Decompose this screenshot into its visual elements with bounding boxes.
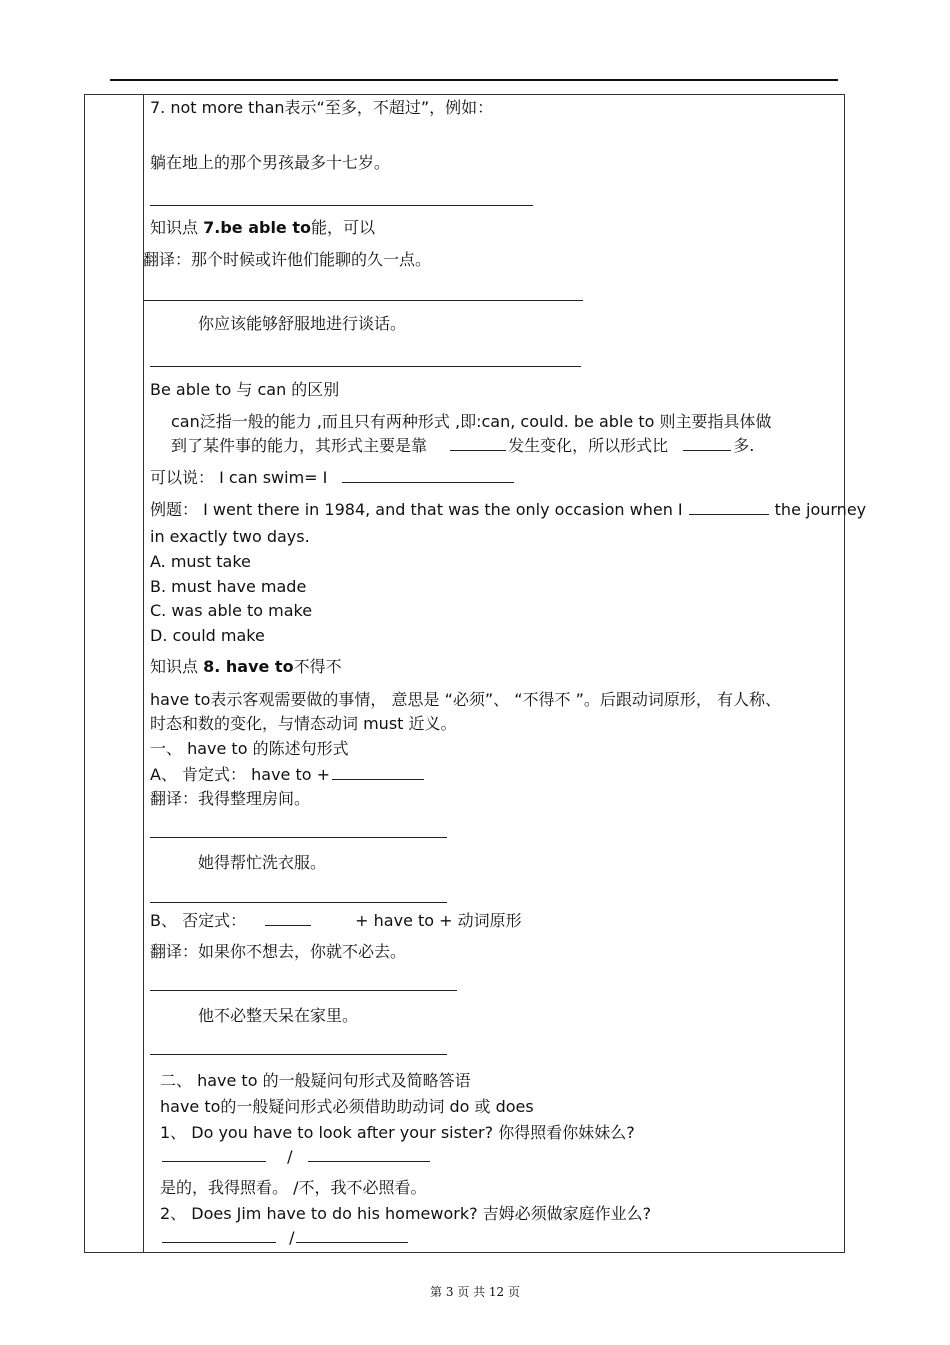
sec1-b [150,911,522,931]
fill-blank[interactable] [689,500,769,515]
answer-line [150,1054,447,1055]
fill-blank[interactable] [162,1147,266,1162]
diff-line2c: 多. [733,436,755,455]
item7-title: 7. not more than表示“至多，不超过”，例如： [150,98,494,117]
fill-blank[interactable] [308,1147,430,1162]
answer-line [150,837,447,838]
sec1-b-label: B、 否定式： [150,911,247,930]
answer-line [150,902,447,903]
answer-line [150,205,533,206]
fill-blank[interactable] [342,468,514,483]
sec2-line: have to的一般疑问形式必须借助助动词 do 或 does [160,1097,534,1116]
slash: / [287,1147,293,1166]
answer-line [150,366,581,367]
sec1-b-rest: + have to + 动词原形 [355,911,522,930]
kp7-heading [150,218,375,238]
diff-line2 [171,436,754,456]
q1-answer: 是的，我得照看。 /不，我不必照看。 [160,1178,427,1197]
diff-line2b: 发生变化，所以形式比 [508,436,669,455]
header-rule [110,79,838,81]
page-footer: 第 3 页 共 12 页 [430,1285,520,1299]
fill-blank[interactable] [265,911,311,926]
option-b: B. must have made [150,577,307,596]
kp8-line1: have to表示客观需要做的事情， 意思是 “必须”、 “不得不 ”。后跟动词原形， 有人称、 [150,690,781,709]
diff-line1: can泛指一般的能力 ,而且只有两种形式 ,即:can, could. be able to 则主要指具体做 [171,412,772,431]
sec1-b-translate: 翻译：如果你不想去，你就不必去。 [150,942,407,961]
answer-line [150,990,457,991]
item7-example: 躺在地上的那个男孩最多十七岁。 [150,153,391,172]
example-b: the journey [774,500,867,519]
answer-line [143,300,583,301]
kp8-line2: 时态和数的变化，与情态动词 must 近义。 [150,714,457,733]
kp8-heading [150,657,342,677]
kp8-title: 8. have to [203,657,294,676]
sec1-a [150,765,426,785]
kp8-prefix: 知识点 [150,657,199,676]
example-question [150,500,866,520]
can-say-text: 可以说： I can swim= I [150,468,328,487]
kp8-meaning: 不得不 [293,657,342,676]
slash: / [289,1228,295,1247]
diff-line2a: 到了某件事的能力，其形式主要是靠 [171,436,428,455]
option-d: D. could make [150,626,265,645]
option-a: A. must take [150,552,251,571]
fill-blank[interactable] [332,765,424,780]
sec1-a-sentence2: 她得帮忙洗衣服。 [198,853,327,872]
fill-blank[interactable] [450,436,506,451]
question-2: 2、 Does Jim have to do his homework? 吉姆必须做家庭作业么? [160,1204,652,1223]
sec1-b-sentence2: 他不必整天呆在家里。 [198,1006,359,1025]
q1-answer-blanks [160,1147,432,1167]
question-1: 1、 Do you have to look after your sister? 你得照看你妹妹么? [160,1123,635,1142]
can-say [150,468,516,488]
sec1-a-translate: 翻译：我得整理房间。 [150,789,311,808]
sec2-title: 二、 have to 的一般疑问句形式及简略答语 [160,1071,471,1090]
q2-answer-blanks [160,1228,410,1248]
fill-blank[interactable] [296,1228,408,1243]
kp7-translate: 翻译：那个时候或许他们能聊的久一点。 [143,250,432,269]
fill-blank[interactable] [683,436,731,451]
kp7-sentence2: 你应该能够舒服地进行谈话。 [198,314,407,333]
sec1-a-text: A、 肯定式： have to + [150,765,331,784]
option-c: C. was able to make [150,601,313,620]
example-a: 例题： I went there in 1984, and that was the only occasion when I [150,500,683,519]
kp7-prefix: 知识点 [150,218,199,237]
diff-title: Be able to 与 can 的区别 [150,380,340,399]
fill-blank[interactable] [162,1228,276,1243]
kp7-meaning: 能，可以 [311,218,376,237]
example-c: in exactly two days. [150,527,310,546]
sec1-title: 一、 have to 的陈述句形式 [150,739,349,758]
kp7-title: 7.be able to [203,218,311,237]
